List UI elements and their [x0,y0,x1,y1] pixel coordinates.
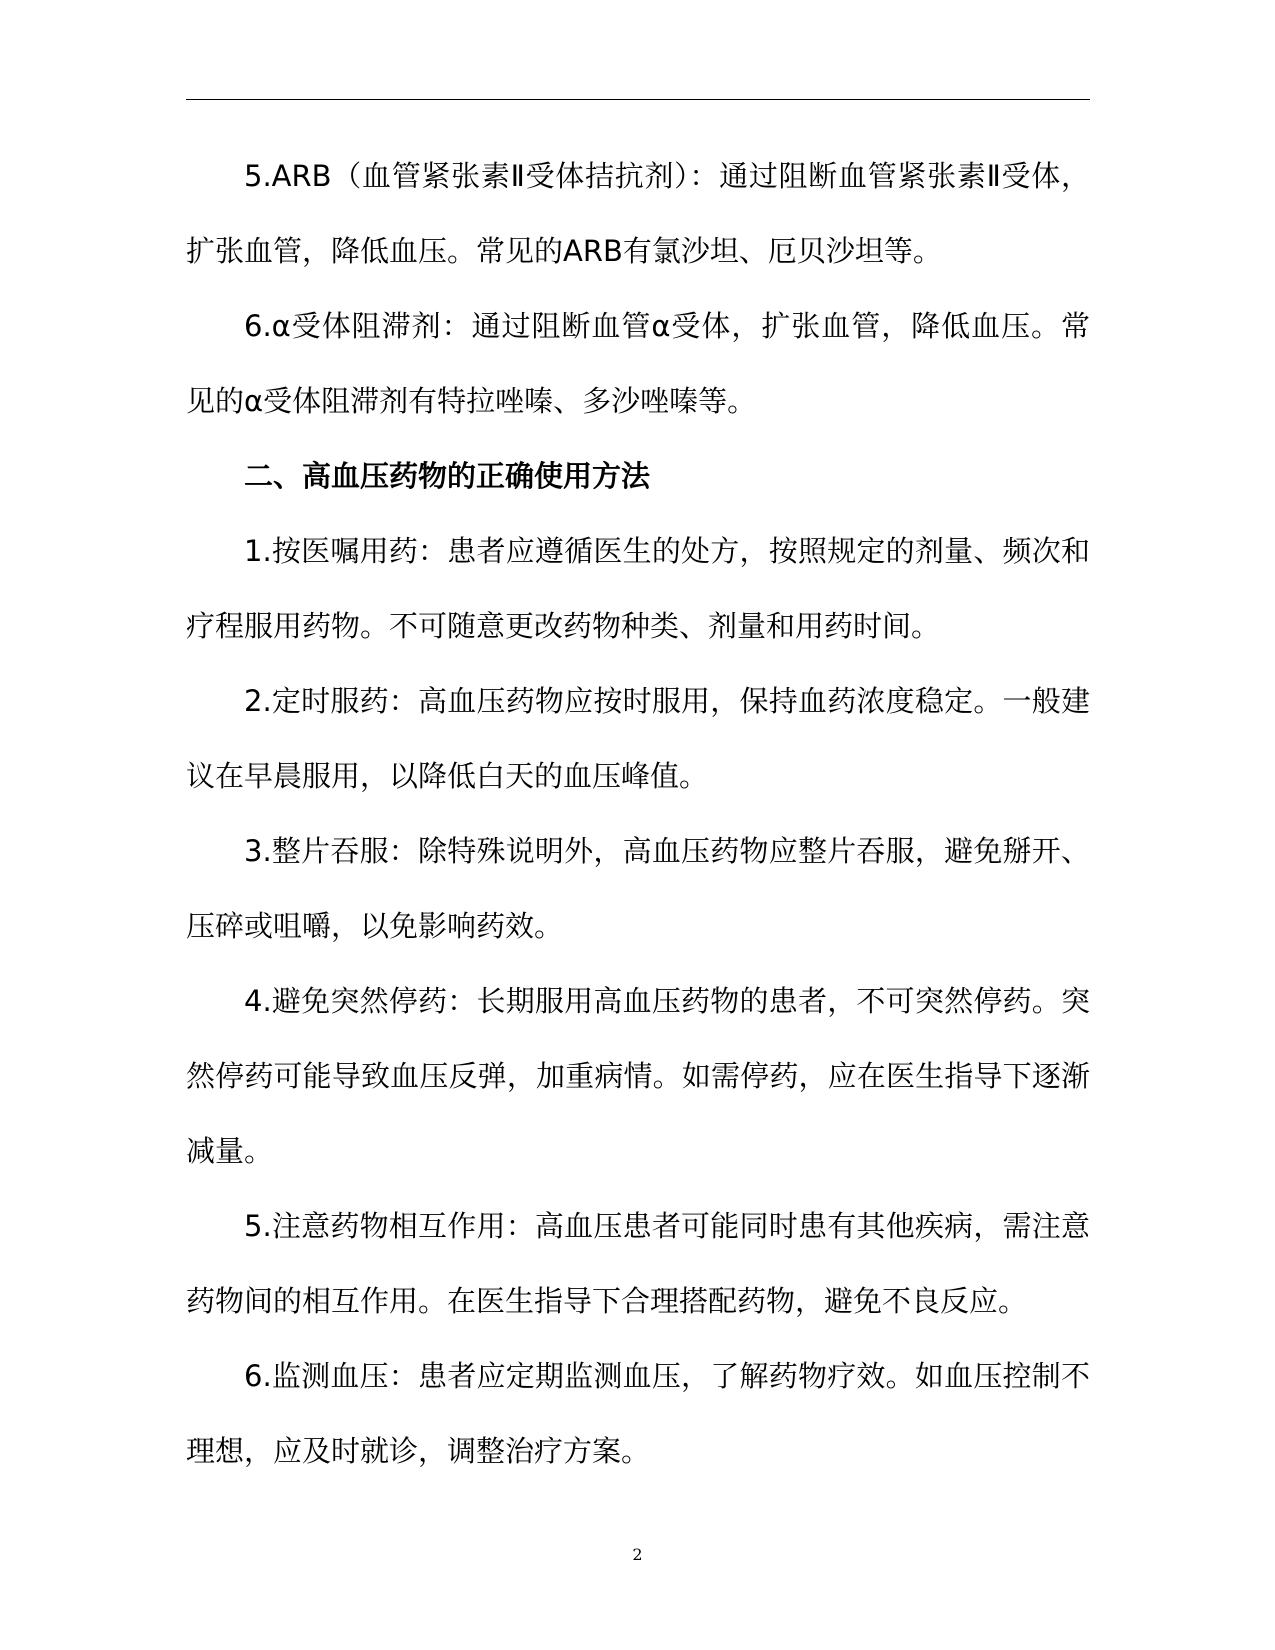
paragraph-swallow-whole: 3.整片吞服：除特殊说明外，高血压药物应整片吞服，避免掰开、压碎或咀嚼，以免影响药效。 [186,834,1090,943]
paragraph-drug-interactions: 5.注意药物相互作用：高血压患者可能同时患有其他疾病，需注意药物间的相互作用。在医生指导下合理搭配药物，避免不良反应。 [186,1209,1090,1318]
section-heading: 二、高血压药物的正确使用方法 [244,459,651,493]
paragraph-arb: 5.ARB（血管紧张素Ⅱ受体拮抗剂）：通过阻断血管紧张素Ⅱ受体，扩张血管，降低血压。常见的ARB有氯沙坦、厄贝沙坦等。 [186,159,1090,268]
paragraph-timed-dosing: 2.定时服药：高血压药物应按时服用，保持血药浓度稳定。一般建议在早晨服用，以降低白天的血压峰值。 [186,684,1090,793]
document-body [186,139,1090,1489]
paragraph-monitor-bp: 6.监测血压：患者应定期监测血压，了解药物疗效。如血压控制不理想，应及时就诊，调整治疗方案。 [186,1359,1090,1468]
paragraph-alpha-blocker: 6.α受体阻滞剂：通过阻断血管α受体，扩张血管，降低血压。常见的α受体阻滞剂有特拉唑嗪、多沙唑嗪等。 [186,309,1090,418]
paragraph-follow-prescription: 1.按医嘱用药：患者应遵循医生的处方，按照规定的剂量、频次和疗程服用药物。不可随意更改药物种类、剂量和用药时间。 [186,534,1090,643]
paragraph-avoid-stopping: 4.避免突然停药：长期服用高血压药物的患者，不可突然停药。突然停药可能导致血压反弹，加重病情。如需停药，应在医生指导下逐渐减量。 [186,984,1090,1168]
page-number: 2 [632,1545,643,1564]
header-rule [186,99,1090,100]
